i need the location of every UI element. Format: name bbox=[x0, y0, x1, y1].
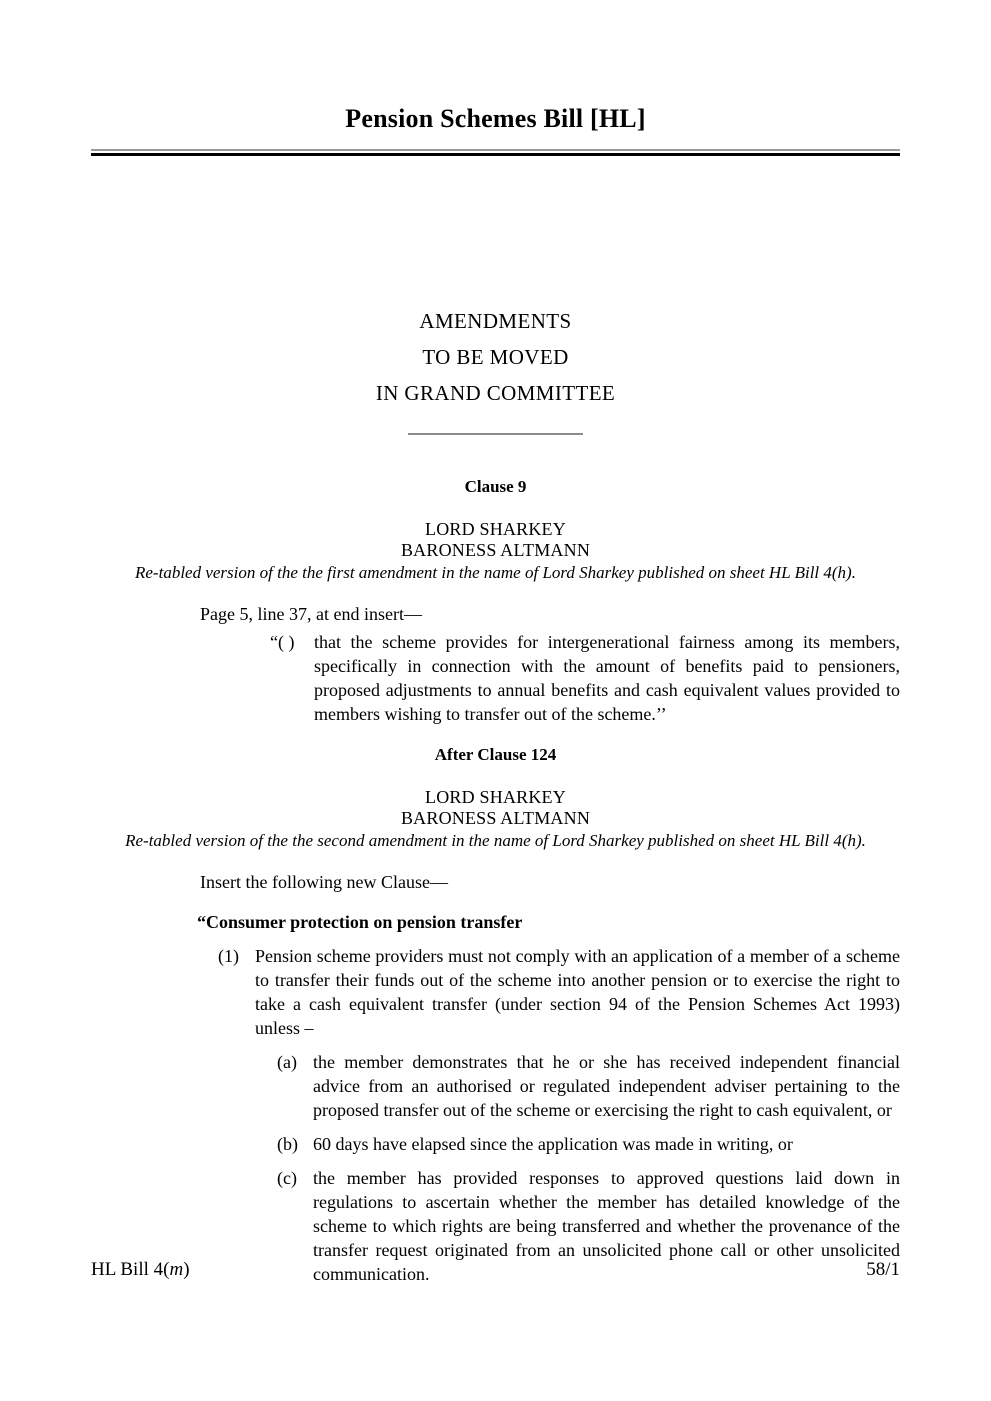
amendment-instruction: Insert the following new Clause— bbox=[200, 872, 448, 892]
subsection-marker: (1) bbox=[218, 946, 239, 966]
new-clause-title: “Consumer protection on pension transfer bbox=[197, 912, 523, 932]
sponsor-list bbox=[91, 519, 900, 561]
quoted-amendment-text bbox=[270, 630, 900, 726]
paragraph-text: 60 days have elapsed since the application was made in writing, or bbox=[313, 1134, 793, 1154]
intro-line-amendments: AMENDMENTS bbox=[419, 309, 572, 333]
paragraph-item bbox=[277, 1132, 900, 1156]
sponsor-name: BARONESS ALTMANN bbox=[400, 808, 591, 828]
footer-bill-suffix: ) bbox=[183, 1259, 190, 1280]
paragraph-text: the member has provided responses to approved questions laid down in regulations to ascertain whether the member has detailed knowledge of the scheme to which rights are being transferred and whether the provenance of the transfer request originated from an unsolicited phone call or other unsolicited communication. bbox=[313, 1168, 900, 1284]
intro-line-in-grand-committee: IN GRAND COMMITTEE bbox=[375, 381, 616, 405]
footer-bill-label bbox=[91, 1258, 190, 1282]
quote-body: that the scheme provides for intergenerational fairness among its members, specifically in connection with the amount of benefits paid to pensioners, proposed adjustments to annual benefits and cash equivalent values provided to members wishing to transfer out of the scheme.’’ bbox=[314, 632, 900, 724]
page-title: Pension Schemes Bill [HL] bbox=[345, 104, 646, 133]
retabled-note: Re-tabled version of the the second amendment in the name of Lord Sharkey published on sheet HL Bill 4(h). bbox=[125, 831, 866, 850]
header-rule-thick bbox=[91, 153, 900, 156]
sponsor-name: BARONESS ALTMANN bbox=[400, 540, 591, 560]
quote-marker: “( ) bbox=[270, 632, 295, 652]
intro-line-to-be-moved: TO BE MOVED bbox=[422, 345, 569, 369]
intro-separator-rule bbox=[408, 433, 583, 435]
footer-bill-prefix: HL Bill 4( bbox=[91, 1259, 170, 1280]
paragraph-item bbox=[277, 1050, 900, 1122]
paragraph-marker: (b) bbox=[277, 1134, 298, 1154]
paragraph-marker: (c) bbox=[277, 1168, 297, 1188]
clause-heading: Clause 9 bbox=[464, 477, 527, 496]
subsection-text: Pension scheme providers must not comply with an application of a member of a scheme to transfer their funds out of the scheme into another pension or to exercise the right to take a cash equivalent transfer (under section 94 of the Pension Schemes Act 1993) unless – bbox=[255, 946, 900, 1038]
subsection bbox=[218, 944, 900, 1040]
clause-heading: After Clause 124 bbox=[434, 745, 557, 764]
paragraph-marker: (a) bbox=[277, 1052, 297, 1072]
amendment-section-after-clause-124 bbox=[91, 744, 900, 1286]
footer-page-number: 58/1 bbox=[866, 1259, 900, 1280]
sponsor-list bbox=[91, 787, 900, 829]
sponsor-name: LORD SHARKEY bbox=[425, 519, 566, 539]
retabled-note: Re-tabled version of the the first amendment in the name of Lord Sharkey published on sheet HL Bill 4(h). bbox=[135, 563, 856, 582]
amendment-instruction: Page 5, line 37, at end insert— bbox=[200, 604, 422, 624]
page-footer bbox=[91, 1258, 900, 1282]
header-double-rule bbox=[91, 149, 900, 156]
intro-block bbox=[91, 303, 900, 435]
sponsor-name: LORD SHARKEY bbox=[425, 787, 566, 807]
document-header bbox=[91, 103, 900, 156]
paragraph-text: the member demonstrates that he or she has received independent financial advice from an authorised or regulated independent adviser pertaining to the proposed transfer out of the scheme or exercising the right to cash equivalent, or bbox=[313, 1052, 900, 1120]
footer-bill-italic: m bbox=[169, 1259, 184, 1280]
amendment-section-clause-9 bbox=[91, 476, 900, 726]
